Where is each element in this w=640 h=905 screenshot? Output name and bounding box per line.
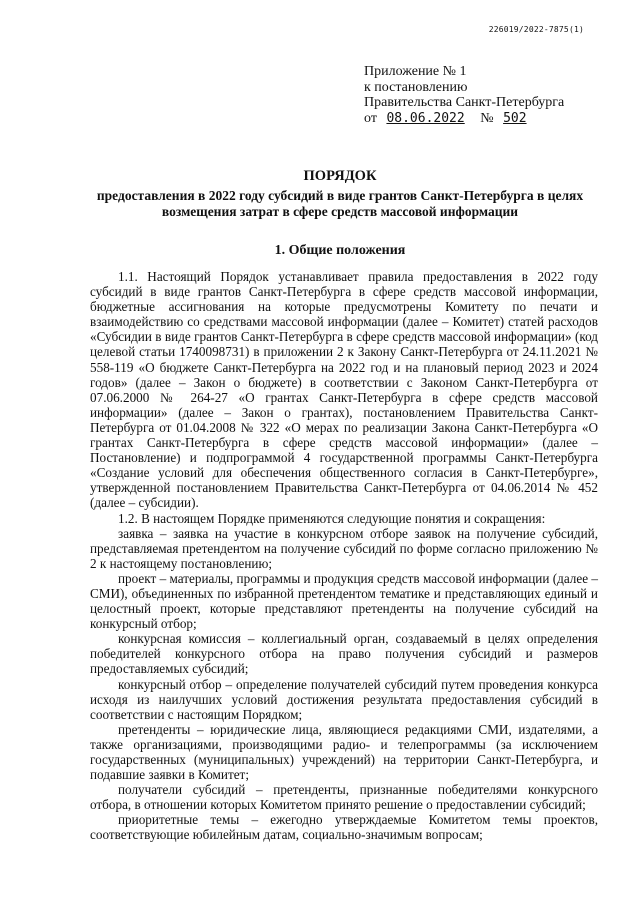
appendix-block: [364, 64, 564, 126]
appendix-date-line: [364, 111, 564, 127]
definition-commission: конкурсная комиссия – коллегиальный орган, создаваемый в целях определения победителей конкурсного отбора на право получения субсидий и размеров предоставляемых субсидий;: [90, 631, 598, 677]
appendix-line-1: Приложение № 1: [364, 64, 467, 79]
document-title: ПОРЯДОК: [303, 168, 377, 184]
definition-project: проект – материалы, программы и продукция средств массовой информации (далее – СМИ), объединенных по избранной претендентом тематике и представляющих единый и целостный проект, которые представляют претенденты на получение субсидий на конкурсный отбор;: [90, 570, 598, 632]
document-registration-number: 226019/2022-7875(1): [488, 25, 584, 34]
definition-applicants: претенденты – юридические лица, являющиеся редакциями СМИ, издателями, а также организациями, производящими радио- и телепрограммы (за исключением государственных (муниципальных) учреждений) на территории Санкт-Петербурга, и подавшие заявки в Комитет;: [90, 721, 598, 783]
document-subtitle-line-1: предоставления в 2022 году субсидий в виде грантов Санкт-Петербурга в целях: [96, 188, 584, 203]
definition-selection: конкурсный отбор – определение получателей субсидий путем проведения конкурса исходя из наилучших условий достижения результата предоставления субсидий в соответствии с настоящим Порядком;: [90, 676, 598, 722]
appendix-line-3: Правительства Санкт-Петербурга: [364, 95, 565, 110]
appendix-number: 502: [503, 110, 527, 126]
definition-priority-topics: приоритетные темы – ежегодно утверждаемые Комитетом темы проектов, соответствующие юбилейным датам, социально-значимым вопросам;: [90, 812, 598, 843]
document-title-block: [90, 168, 590, 219]
definition-recipients: получатели субсидий – претенденты, признанные победителями конкурсного отбора, в отношении которых Комитетом принято решение о предоставлении субсидий;: [90, 782, 598, 813]
appendix-number-label: №: [480, 110, 494, 126]
definition-application: заявка – заявка на участие в конкурсном отборе заявок на получение субсидий, представляемая претендентом на получение субсидий по форме согласно приложению № 2 к настоящему постановлению;: [90, 525, 598, 571]
document-body: [90, 269, 598, 843]
document-subtitle-line-2: возмещения затрат в сфере средств массовой информации: [161, 203, 519, 219]
appendix-date: 08.06.2022: [386, 110, 465, 126]
section-heading: 1. Общие положения: [274, 243, 406, 258]
paragraph-1-1: 1.1. Настоящий Порядок устанавливает правила предоставления в 2022 году субсидий в виде грантов Санкт-Петербурга в сфере средств массовой информации, бюджетные ассигнования на которые предусмотрены Комитету по печати и взаимодействию со средствами массовой информации (далее – Комитет) статей расходов «Субсидии в виде грантов Санкт-Петербурга в сфере средств массовой информации» (код целевой статьи 1740098731) в приложении 2 к Закону Санкт-Петербурга от 24.11.2021 № 558-119 «О бюджете Санкт-Петербурга на 2022 год и на плановый период 2023 и 2024 годов» (далее – Закон о бюджете) в соответствии с Законом Санкт-Петербурга от 07.06.2000 № 264-27 «О грантах Санкт-Петербурга в сфере средств массовой информации» (далее – Закон о грантах), постановлением Правительства Санкт-Петербурга от 01.04.2008 № 322 «О мерах по реализации Закона Санкт-Петербурга «О грантах Санкт-Петербурга в сфере средств массовой информации» (далее – Постановление) и подпрограммой 4 государственной программы Санкт-Петербурга «Создание условий для обеспечения общественного согласия в Санкт-Петербурге», утвержденной постановлением Правительства Санкт-Петербурга от 04.06.2014 № 452 (далее – субсидии).: [90, 269, 598, 511]
appendix-line-2: к постановлению: [364, 79, 468, 95]
paragraph-1-2: 1.2. В настоящем Порядке применяются следующие понятия и сокращения:: [118, 510, 546, 526]
appendix-from-label: от: [364, 110, 377, 126]
